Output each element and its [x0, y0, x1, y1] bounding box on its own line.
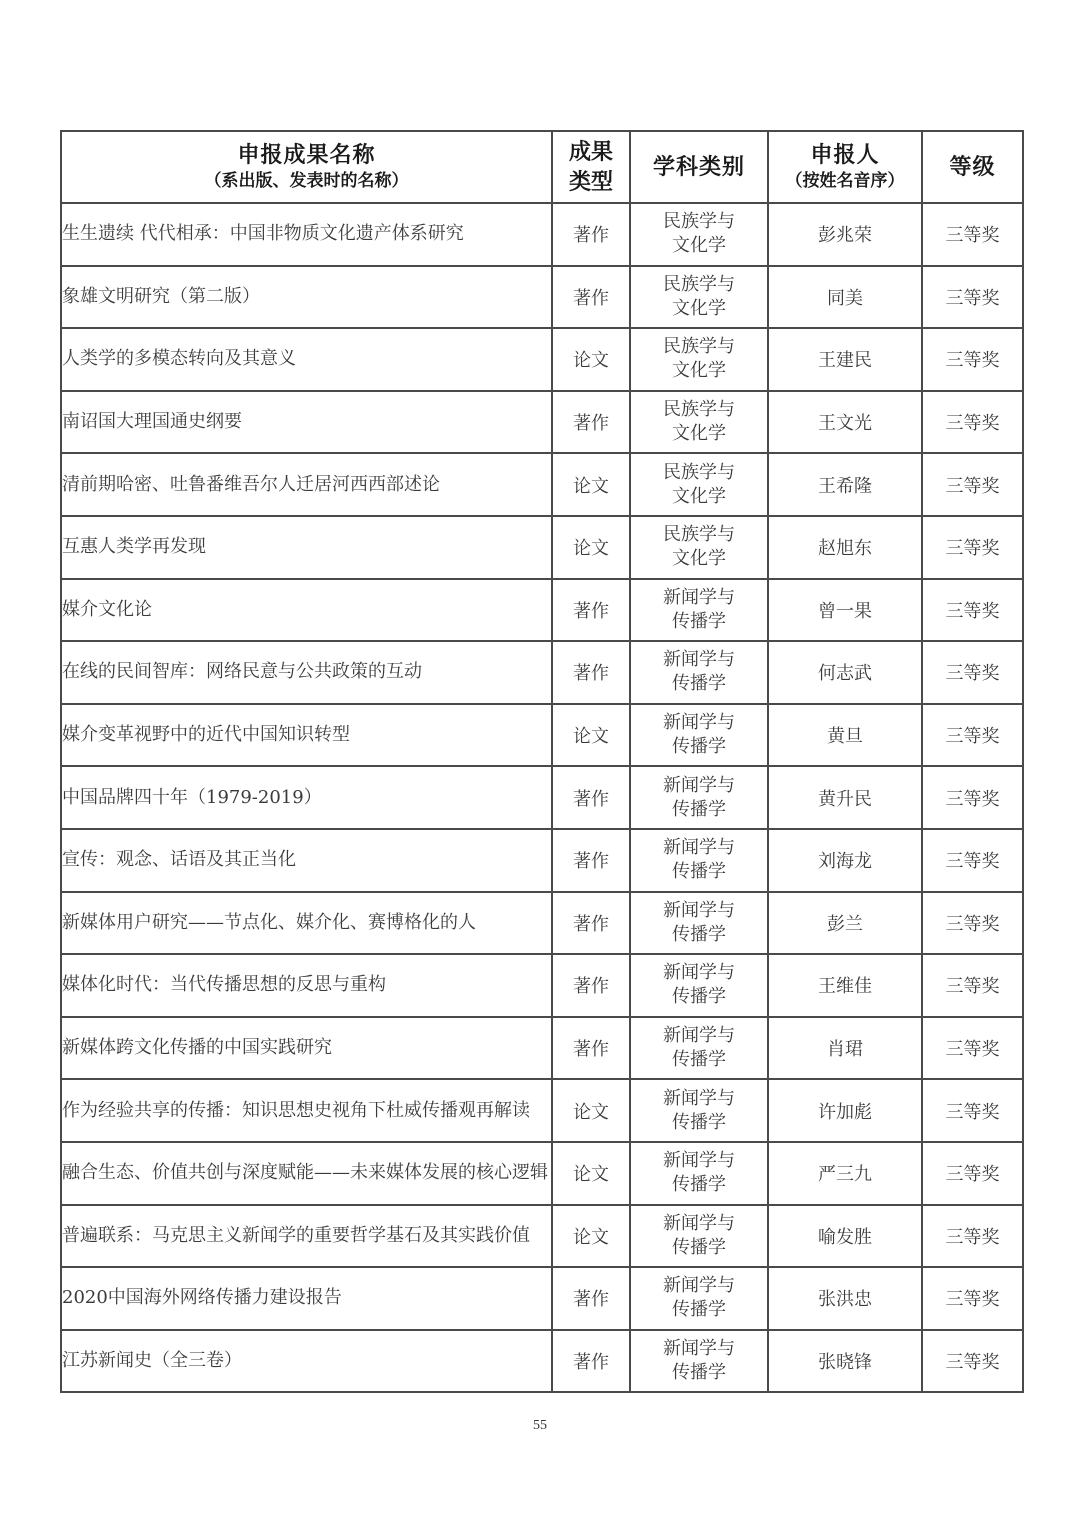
cell-subject-line2: 传播学 — [672, 986, 726, 1008]
cell-title: 媒体化时代：当代传播思想的反思与重构 — [61, 954, 552, 1017]
cell-applicant: 黄升民 — [768, 766, 922, 829]
table-row — [61, 516, 1023, 579]
cell-title: 媒介文化论 — [61, 579, 552, 642]
table-body — [61, 203, 1023, 1392]
cell-applicant: 张洪忠 — [768, 1267, 922, 1330]
header-title-sub: （系出版、发表时的名称） — [204, 171, 409, 191]
cell-title: 象雄文明研究（第二版） — [61, 266, 552, 329]
cell-subject-line1: 新闻学与 — [663, 1150, 735, 1172]
table-row — [61, 1205, 1023, 1268]
cell-subject — [630, 203, 768, 266]
cell-type: 著作 — [552, 391, 630, 454]
cell-subject — [630, 954, 768, 1017]
cell-grade: 三等奖 — [922, 1142, 1023, 1205]
cell-grade: 三等奖 — [922, 391, 1023, 454]
table-row — [61, 954, 1023, 1017]
cell-applicant: 许加彪 — [768, 1079, 922, 1142]
cell-subject — [630, 266, 768, 329]
cell-subject-line1: 民族学与 — [663, 461, 735, 483]
cell-applicant: 王维佳 — [768, 954, 922, 1017]
cell-subject — [630, 1330, 768, 1393]
cell-subject-line2: 文化学 — [672, 423, 726, 445]
table-row — [61, 266, 1023, 329]
cell-applicant: 同美 — [768, 266, 922, 329]
cell-applicant: 黄旦 — [768, 704, 922, 767]
cell-type: 著作 — [552, 203, 630, 266]
header-applicant — [768, 131, 922, 203]
header-subject-main: 学科类别 — [652, 154, 745, 180]
header-title-main: 申报成果名称 — [237, 142, 376, 168]
header-grade — [922, 131, 1023, 203]
table-row — [61, 328, 1023, 391]
cell-subject-line1: 新闻学与 — [663, 586, 735, 608]
cell-applicant: 何志武 — [768, 641, 922, 704]
cell-grade: 三等奖 — [922, 1205, 1023, 1268]
table-row — [61, 892, 1023, 955]
cell-subject-line2: 文化学 — [672, 297, 726, 319]
table-row — [61, 203, 1023, 266]
cell-title: 在线的民间智库：网络民意与公共政策的互动 — [61, 641, 552, 704]
cell-type: 论文 — [552, 1142, 630, 1205]
cell-subject-line1: 新闻学与 — [663, 1337, 735, 1359]
cell-subject-line2: 传播学 — [672, 1299, 726, 1321]
cell-subject-line1: 新闻学与 — [663, 962, 735, 984]
header-title — [61, 131, 552, 203]
cell-subject-line2: 传播学 — [672, 1361, 726, 1383]
cell-applicant: 严三九 — [768, 1142, 922, 1205]
cell-type: 著作 — [552, 766, 630, 829]
cell-title: 清前期哈密、吐鲁番维吾尔人迁居河西西部述论 — [61, 453, 552, 516]
cell-type: 著作 — [552, 1017, 630, 1080]
cell-grade: 三等奖 — [922, 892, 1023, 955]
cell-subject — [630, 328, 768, 391]
cell-type: 论文 — [552, 516, 630, 579]
cell-type: 著作 — [552, 954, 630, 1017]
header-subject — [630, 131, 768, 203]
cell-subject — [630, 829, 768, 892]
cell-subject-line2: 文化学 — [672, 548, 726, 570]
cell-grade: 三等奖 — [922, 579, 1023, 642]
table-row — [61, 579, 1023, 642]
cell-applicant: 王建民 — [768, 328, 922, 391]
cell-grade: 三等奖 — [922, 203, 1023, 266]
cell-subject-line1: 新闻学与 — [663, 712, 735, 734]
cell-subject-line2: 文化学 — [672, 485, 726, 507]
cell-subject-line2: 传播学 — [672, 736, 726, 758]
cell-grade: 三等奖 — [922, 641, 1023, 704]
cell-type: 著作 — [552, 1267, 630, 1330]
table-row — [61, 1017, 1023, 1080]
cell-title: 媒介变革视野中的近代中国知识转型 — [61, 704, 552, 767]
table-row — [61, 829, 1023, 892]
cell-subject-line2: 传播学 — [672, 673, 726, 695]
cell-subject — [630, 1267, 768, 1330]
cell-subject-line1: 民族学与 — [663, 336, 735, 358]
table-row — [61, 704, 1023, 767]
cell-subject-line2: 传播学 — [672, 923, 726, 945]
cell-subject — [630, 391, 768, 454]
cell-applicant: 张晓锋 — [768, 1330, 922, 1393]
cell-applicant: 王希隆 — [768, 453, 922, 516]
cell-applicant: 彭兆荣 — [768, 203, 922, 266]
cell-subject-line2: 传播学 — [672, 861, 726, 883]
cell-subject — [630, 516, 768, 579]
header-type — [552, 131, 630, 203]
cell-title: 南诏国大理国通史纲要 — [61, 391, 552, 454]
cell-subject-line1: 新闻学与 — [663, 1087, 735, 1109]
cell-subject — [630, 641, 768, 704]
cell-subject-line1: 新闻学与 — [663, 649, 735, 671]
cell-title: 新媒体跨文化传播的中国实践研究 — [61, 1017, 552, 1080]
cell-subject-line1: 新闻学与 — [663, 837, 735, 859]
header-applicant-main: 申报人 — [810, 142, 880, 168]
cell-subject-line2: 传播学 — [672, 1111, 726, 1133]
cell-subject — [630, 1205, 768, 1268]
table-row — [61, 1079, 1023, 1142]
cell-applicant: 喻发胜 — [768, 1205, 922, 1268]
cell-grade: 三等奖 — [922, 453, 1023, 516]
cell-subject-line1: 新闻学与 — [663, 774, 735, 796]
cell-grade: 三等奖 — [922, 704, 1023, 767]
cell-title: 中国品牌四十年（1979-2019） — [61, 766, 552, 829]
cell-grade: 三等奖 — [922, 1267, 1023, 1330]
cell-type: 著作 — [552, 829, 630, 892]
page-number: 55 — [533, 1418, 547, 1433]
cell-subject-line1: 新闻学与 — [663, 1025, 735, 1047]
cell-subject — [630, 1142, 768, 1205]
cell-grade: 三等奖 — [922, 266, 1023, 329]
cell-title: 新媒体用户研究——节点化、媒介化、赛博格化的人 — [61, 892, 552, 955]
cell-title: 江苏新闻史（全三卷） — [61, 1330, 552, 1393]
cell-subject — [630, 453, 768, 516]
cell-grade: 三等奖 — [922, 766, 1023, 829]
cell-type: 论文 — [552, 453, 630, 516]
table-header — [61, 131, 1023, 203]
header-type-line2: 类型 — [568, 169, 613, 195]
header-type-line1: 成果 — [568, 139, 613, 165]
cell-title: 互惠人类学再发现 — [61, 516, 552, 579]
cell-subject-line2: 文化学 — [672, 235, 726, 257]
table-row — [61, 391, 1023, 454]
cell-subject-line1: 新闻学与 — [663, 899, 735, 921]
cell-applicant: 赵旭东 — [768, 516, 922, 579]
cell-type: 论文 — [552, 704, 630, 767]
cell-grade: 三等奖 — [922, 829, 1023, 892]
table-row — [61, 1267, 1023, 1330]
cell-grade: 三等奖 — [922, 516, 1023, 579]
cell-subject-line2: 传播学 — [672, 1049, 726, 1071]
cell-subject-line2: 文化学 — [672, 360, 726, 382]
cell-applicant: 肖珺 — [768, 1017, 922, 1080]
cell-type: 著作 — [552, 892, 630, 955]
cell-type: 论文 — [552, 1205, 630, 1268]
cell-title: 普遍联系：马克思主义新闻学的重要哲学基石及其实践价值 — [61, 1205, 552, 1268]
cell-subject-line1: 新闻学与 — [663, 1275, 735, 1297]
cell-subject — [630, 704, 768, 767]
cell-subject-line1: 民族学与 — [663, 273, 735, 295]
header-row — [61, 131, 1023, 203]
cell-title: 作为经验共享的传播：知识思想史视角下杜威传播观再解读 — [61, 1079, 552, 1142]
cell-subject — [630, 579, 768, 642]
cell-subject-line1: 新闻学与 — [663, 1212, 735, 1234]
cell-type: 著作 — [552, 579, 630, 642]
cell-subject-line2: 传播学 — [672, 1174, 726, 1196]
cell-subject — [630, 1017, 768, 1080]
cell-type: 论文 — [552, 1079, 630, 1142]
table-row — [61, 453, 1023, 516]
cell-applicant: 彭兰 — [768, 892, 922, 955]
cell-applicant: 王文光 — [768, 391, 922, 454]
cell-subject-line1: 民族学与 — [663, 524, 735, 546]
cell-grade: 三等奖 — [922, 1330, 1023, 1393]
cell-grade: 三等奖 — [922, 1079, 1023, 1142]
cell-applicant: 曾一果 — [768, 579, 922, 642]
cell-subject-line2: 传播学 — [672, 1236, 726, 1258]
cell-subject-line1: 民族学与 — [663, 399, 735, 421]
cell-subject-line2: 传播学 — [672, 610, 726, 632]
header-applicant-sub: （按姓名音序） — [785, 171, 905, 191]
cell-title: 2020中国海外网络传播力建设报告 — [61, 1267, 552, 1330]
cell-title: 宣传：观念、话语及其正当化 — [61, 829, 552, 892]
cell-applicant: 刘海龙 — [768, 829, 922, 892]
cell-subject-line2: 传播学 — [672, 798, 726, 820]
cell-grade: 三等奖 — [922, 328, 1023, 391]
table-row — [61, 1142, 1023, 1205]
cell-grade: 三等奖 — [922, 1017, 1023, 1080]
cell-type: 论文 — [552, 328, 630, 391]
cell-type: 著作 — [552, 266, 630, 329]
cell-type: 著作 — [552, 1330, 630, 1393]
cell-title: 人类学的多模态转向及其意义 — [61, 328, 552, 391]
header-grade-main: 等级 — [949, 154, 996, 180]
cell-title: 生生遗续 代代相承：中国非物质文化遗产体系研究 — [61, 203, 552, 266]
table-row — [61, 766, 1023, 829]
cell-subject — [630, 1079, 768, 1142]
cell-subject — [630, 892, 768, 955]
cell-title: 融合生态、价值共创与深度赋能——未来媒体发展的核心逻辑 — [61, 1142, 552, 1205]
awards-table — [60, 130, 1024, 1393]
table-row — [61, 1330, 1023, 1393]
cell-type: 著作 — [552, 641, 630, 704]
cell-subject — [630, 766, 768, 829]
table-row — [61, 641, 1023, 704]
cell-subject-line1: 民族学与 — [663, 211, 735, 233]
cell-grade: 三等奖 — [922, 954, 1023, 1017]
